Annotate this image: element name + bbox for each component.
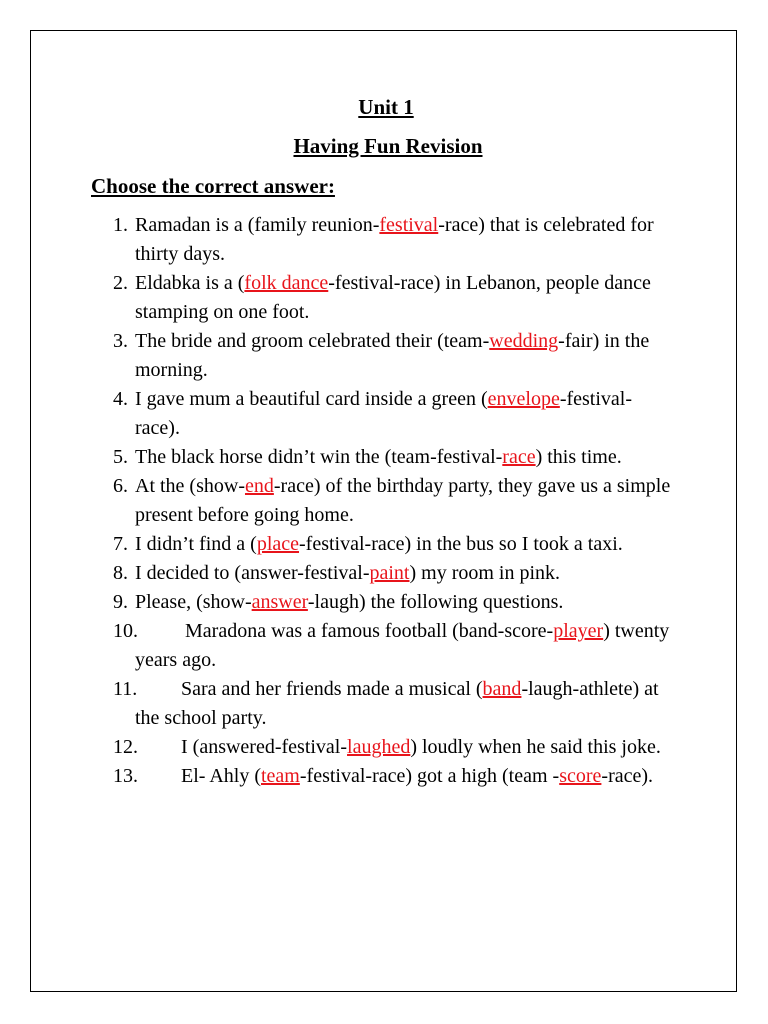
question-item xyxy=(0,675,675,733)
question-text: Please, (show- xyxy=(135,591,252,613)
question-text: -race) that is celebrated for thirty days. xyxy=(135,214,654,265)
answer-word: band xyxy=(482,678,522,700)
question-item xyxy=(0,733,675,762)
question-number: 7. xyxy=(113,533,128,555)
question-text: ) loudly when he said this joke. xyxy=(410,736,661,758)
question-text: I (answered-festival- xyxy=(181,736,348,758)
question-text: The black horse didn’t win the (team-festival- xyxy=(135,446,503,468)
question-item xyxy=(0,269,675,327)
question-number: 5. xyxy=(113,446,128,468)
question-number: 4. xyxy=(113,388,128,410)
question-number: 11. xyxy=(113,678,138,700)
question-number: 8. xyxy=(113,562,128,584)
revision-subtitle: Having Fun Revision xyxy=(293,134,483,158)
question-text: -fair) in the morning. xyxy=(135,330,650,381)
question-text: -race) of the birthday party, they gave us a simple present before going home. xyxy=(135,475,671,526)
question-number: 9. xyxy=(113,591,128,613)
question-text: The bride and groom celebrated their (team- xyxy=(135,330,490,352)
question-text: ) twenty years ago. xyxy=(135,620,670,671)
question-item xyxy=(0,327,675,385)
question-item xyxy=(0,762,675,791)
answer-word: envelope xyxy=(487,388,560,410)
question-item xyxy=(0,588,675,617)
question-item xyxy=(0,472,675,530)
question-text: I gave mum a beautiful card inside a green ( xyxy=(135,388,488,410)
question-number: 1. xyxy=(113,214,128,236)
question-item xyxy=(0,211,675,269)
answer-word: end xyxy=(244,475,274,497)
answer-word: folk dance xyxy=(244,272,329,294)
question-text: Eldabka is a ( xyxy=(135,272,245,294)
question-text: El- Ahly ( xyxy=(181,765,261,787)
question-number: 6. xyxy=(113,475,128,497)
answer-word: laughed xyxy=(347,736,411,758)
answer-word: answer xyxy=(251,591,308,613)
question-text: -festival-race). xyxy=(135,388,633,439)
answer-word: paint xyxy=(369,562,410,584)
question-text: -festival-race) got a high (team - xyxy=(299,765,560,787)
question-list xyxy=(0,211,768,791)
question-text: -race). xyxy=(601,765,654,787)
question-number: 3. xyxy=(113,330,128,352)
question-text: Maradona was a famous football (band-score- xyxy=(185,620,554,642)
question-item xyxy=(0,443,675,472)
question-text: -laugh-athlete) at the school party. xyxy=(135,678,659,729)
unit-title: Unit 1 xyxy=(358,95,414,119)
question-text: -festival-race) in the bus so I took a taxi. xyxy=(299,533,623,555)
question-text: At the (show- xyxy=(135,475,245,497)
question-item xyxy=(0,617,675,675)
question-text: ) my room in pink. xyxy=(409,562,561,584)
question-number: 13. xyxy=(113,765,138,787)
answer-word: festival xyxy=(379,214,439,236)
question-text: -festival-race) in Lebanon, people dance stamping on one foot. xyxy=(135,272,651,323)
question-text: Sara and her friends made a musical ( xyxy=(181,678,483,700)
question-text: -laugh) the following questions. xyxy=(307,591,564,613)
question-item xyxy=(0,385,675,443)
question-number: 10. xyxy=(113,620,138,642)
question-number: 2. xyxy=(113,272,128,294)
question-number: 12. xyxy=(113,736,138,758)
instruction-heading: Choose the correct answer: xyxy=(91,174,335,198)
answer-word: place xyxy=(256,533,300,555)
answer-word: score xyxy=(559,765,602,787)
question-text: I didn’t find a ( xyxy=(135,533,257,555)
answer-word: race xyxy=(502,446,536,468)
answer-word: player xyxy=(553,620,604,642)
answer-word: team xyxy=(261,765,300,787)
question-text: I decided to (answer-festival- xyxy=(135,562,370,584)
answer-word: wedding xyxy=(489,330,559,352)
question-item xyxy=(0,559,675,588)
question-text: ) this time. xyxy=(535,446,622,468)
question-text: Ramadan is a (family reunion- xyxy=(135,214,380,236)
question-item xyxy=(0,530,675,559)
